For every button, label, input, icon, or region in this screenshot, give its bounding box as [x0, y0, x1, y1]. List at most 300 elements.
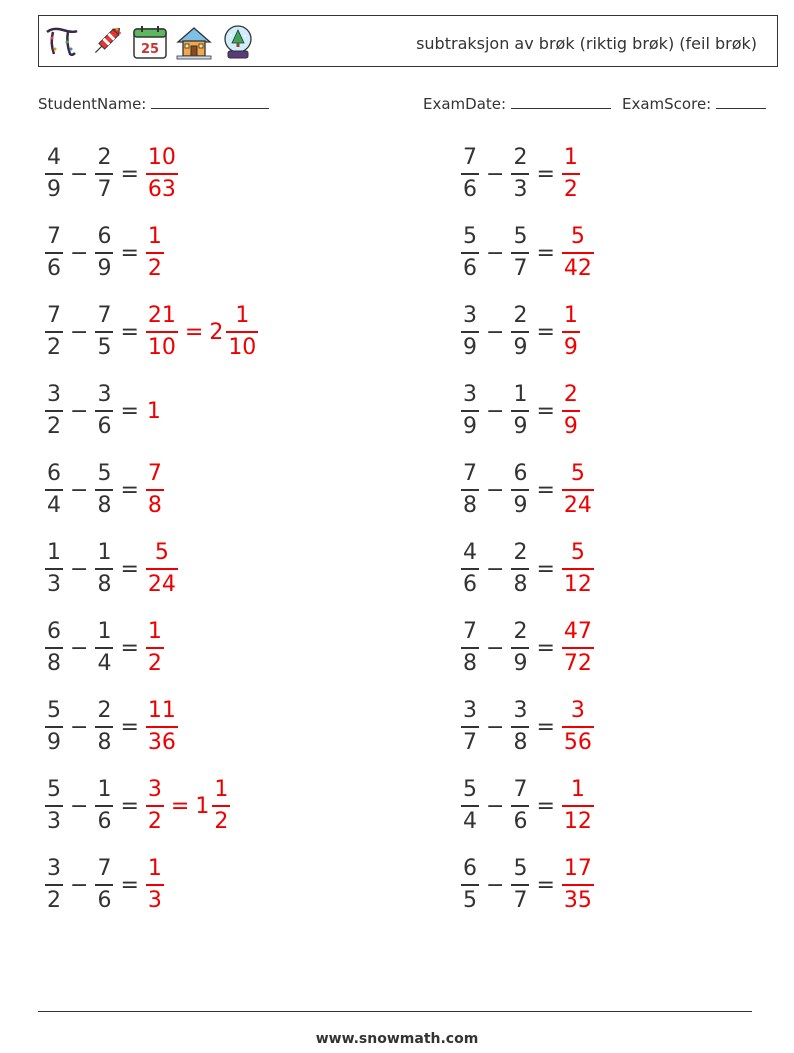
fraction-bar	[511, 805, 529, 807]
fraction	[95, 461, 113, 519]
denominator: 56	[563, 729, 592, 755]
problem-row-right	[460, 143, 581, 205]
fraction-bar	[562, 489, 594, 491]
fraction-bar	[95, 173, 113, 175]
fraction-bar	[45, 173, 63, 175]
calendar-25-icon	[131, 23, 169, 61]
fraction-bar	[95, 252, 113, 254]
fraction	[511, 698, 529, 756]
fraction-bar	[461, 647, 479, 649]
numerator: 3	[463, 303, 477, 329]
denominator: 24	[147, 571, 176, 597]
numerator: 7	[463, 461, 477, 487]
denominator: 2	[47, 413, 61, 439]
fraction-bar	[461, 489, 479, 491]
denominator: 5	[97, 334, 112, 360]
footer-url: www.snowmath.com	[315, 1031, 479, 1047]
numerator: 3	[570, 698, 585, 724]
fraction	[461, 698, 479, 756]
equals-sign: =	[536, 556, 555, 582]
fraction	[95, 540, 113, 598]
fraction-bar	[45, 252, 63, 254]
problem-row-left	[44, 222, 165, 284]
fraction	[511, 382, 529, 440]
numerator: 47	[563, 619, 592, 645]
fraction-bar	[95, 805, 113, 807]
numerator: 2	[97, 698, 112, 724]
minus-sign: −	[70, 319, 89, 345]
numerator: 5	[570, 540, 585, 566]
fraction	[45, 540, 63, 598]
denominator: 8	[463, 650, 477, 676]
minus-sign: −	[486, 477, 505, 503]
fraction-bar	[461, 568, 479, 570]
fraction	[45, 461, 63, 519]
numerator: 5	[47, 777, 61, 803]
answer-fraction	[562, 619, 594, 677]
problem-row-right	[460, 380, 581, 442]
fraction	[95, 145, 113, 203]
fraction-bar	[45, 647, 63, 649]
numerator: 3	[47, 382, 61, 408]
problem-row-right	[460, 617, 595, 679]
denominator: 7	[463, 729, 477, 755]
denominator: 8	[97, 492, 112, 518]
answer-fraction	[562, 145, 580, 203]
fraction-bar	[95, 647, 113, 649]
numerator: 1	[214, 777, 229, 803]
denominator: 9	[463, 413, 477, 439]
equals-sign: =	[536, 793, 555, 819]
denominator: 8	[513, 729, 528, 755]
answer-fraction	[146, 777, 164, 835]
fraction-bar	[461, 331, 479, 333]
fraction-bar	[562, 805, 594, 807]
numerator: 1	[563, 145, 578, 171]
problem-row-left	[44, 854, 165, 916]
snowy-house-icon	[175, 23, 213, 61]
problem-row-left	[44, 775, 231, 837]
denominator: 9	[47, 176, 61, 202]
minus-sign: −	[486, 240, 505, 266]
fraction-bar	[146, 884, 164, 886]
fraction-bar	[511, 726, 529, 728]
denominator: 3	[513, 176, 528, 202]
fraction-bar	[146, 489, 164, 491]
numerator: 1	[235, 303, 250, 329]
denominator: 6	[463, 255, 477, 281]
denominator: 2	[214, 808, 229, 834]
answer-fraction	[562, 224, 594, 282]
problem-row-right	[460, 775, 595, 837]
numerator: 1	[513, 382, 528, 408]
fraction-bar	[461, 173, 479, 175]
minus-sign: −	[486, 635, 505, 661]
numerator: 7	[97, 303, 112, 329]
denominator: 6	[463, 571, 477, 597]
equals-sign: =	[536, 635, 555, 661]
snow-globe-icon	[219, 23, 257, 61]
denominator: 6	[97, 413, 112, 439]
fraction	[511, 461, 529, 519]
denominator: 3	[147, 887, 162, 913]
pi-icon	[43, 23, 81, 61]
fraction	[45, 382, 63, 440]
fraction-bar	[562, 252, 594, 254]
fraction-bar	[45, 568, 63, 570]
denominator: 7	[513, 255, 528, 281]
fraction-bar	[461, 805, 479, 807]
denominator: 4	[97, 650, 112, 676]
answer-fraction	[146, 856, 164, 914]
numerator: 2	[97, 145, 112, 171]
exam-score-label: ExamScore:	[622, 95, 712, 113]
denominator: 6	[97, 808, 112, 834]
numerator: 3	[47, 856, 61, 882]
numerator: 7	[463, 145, 477, 171]
numerator: 1	[97, 540, 112, 566]
fraction	[95, 777, 113, 835]
mixed-whole-part: 2	[209, 319, 224, 345]
fraction	[511, 856, 529, 914]
equals-sign: =	[536, 714, 555, 740]
numerator: 5	[463, 224, 477, 250]
fraction	[45, 145, 63, 203]
denominator: 10	[228, 334, 257, 360]
fraction-bar	[45, 805, 63, 807]
fraction	[461, 856, 479, 914]
numerator: 4	[463, 540, 477, 566]
equals-sign: =	[120, 635, 139, 661]
fraction	[95, 619, 113, 677]
fraction-bar	[511, 489, 529, 491]
fraction-bar	[511, 647, 529, 649]
svg-text:25: 25	[140, 42, 160, 57]
answer-fraction	[562, 382, 580, 440]
minus-sign: −	[70, 872, 89, 898]
minus-sign: −	[70, 477, 89, 503]
numerator: 11	[147, 698, 176, 724]
denominator: 9	[563, 413, 578, 439]
equals-sign: =	[120, 872, 139, 898]
equals-sign: =	[120, 793, 139, 819]
fraction-bar	[461, 726, 479, 728]
mixed-equals-sign: =	[184, 319, 204, 345]
fraction	[45, 777, 63, 835]
equals-sign: =	[120, 319, 139, 345]
fraction	[45, 698, 63, 756]
fraction-bar	[95, 331, 113, 333]
firework-rocket-icon	[87, 23, 125, 61]
fraction	[95, 303, 113, 361]
numerator: 2	[513, 303, 528, 329]
numerator: 3	[513, 698, 528, 724]
student-name-line	[38, 94, 269, 113]
denominator: 8	[147, 492, 162, 518]
answer-whole-number: 1	[146, 398, 161, 424]
fraction	[461, 461, 479, 519]
denominator: 8	[47, 650, 61, 676]
denominator: 9	[513, 492, 528, 518]
numerator: 1	[97, 619, 112, 645]
denominator: 9	[563, 334, 578, 360]
fraction-bar	[146, 568, 178, 570]
fraction-bar	[95, 410, 113, 412]
equals-sign: =	[120, 161, 139, 187]
numerator: 7	[97, 856, 112, 882]
fraction-bar	[562, 884, 594, 886]
fraction	[45, 303, 63, 361]
fraction-bar	[95, 726, 113, 728]
minus-sign: −	[70, 161, 89, 187]
problem-row-right	[460, 459, 595, 521]
answer-fraction	[226, 303, 258, 361]
minus-sign: −	[70, 398, 89, 424]
problem-row-right	[460, 854, 595, 916]
denominator: 5	[463, 887, 477, 913]
minus-sign: −	[486, 398, 505, 424]
minus-sign: −	[486, 161, 505, 187]
numerator: 2	[513, 540, 528, 566]
fraction	[95, 224, 113, 282]
numerator: 2	[513, 619, 528, 645]
problem-row-left	[44, 696, 179, 758]
denominator: 2	[147, 650, 162, 676]
denominator: 2	[47, 887, 61, 913]
answer-fraction	[562, 540, 594, 598]
denominator: 42	[563, 255, 592, 281]
minus-sign: −	[70, 793, 89, 819]
numerator: 6	[513, 461, 528, 487]
numerator: 5	[154, 540, 169, 566]
fraction	[511, 619, 529, 677]
fraction-bar	[562, 331, 580, 333]
fraction-bar	[562, 410, 580, 412]
fraction-bar	[212, 805, 230, 807]
denominator: 7	[513, 887, 528, 913]
fraction-bar	[45, 726, 63, 728]
answer-fraction	[146, 224, 164, 282]
numerator: 1	[97, 777, 112, 803]
fraction	[45, 856, 63, 914]
fraction	[45, 619, 63, 677]
numerator: 5	[97, 461, 112, 487]
answer-fraction	[146, 619, 164, 677]
numerator: 1	[570, 777, 585, 803]
fraction	[95, 698, 113, 756]
minus-sign: −	[486, 793, 505, 819]
worksheet-header	[38, 15, 778, 67]
denominator: 2	[147, 808, 162, 834]
denominator: 6	[513, 808, 528, 834]
fraction-bar	[511, 884, 529, 886]
fraction	[461, 224, 479, 282]
fraction-bar	[461, 884, 479, 886]
fraction-bar	[511, 252, 529, 254]
minus-sign: −	[486, 872, 505, 898]
denominator: 9	[513, 334, 528, 360]
equals-sign: =	[536, 477, 555, 503]
fraction-bar	[45, 489, 63, 491]
numerator: 1	[563, 303, 578, 329]
numerator: 17	[563, 856, 592, 882]
minus-sign: −	[486, 556, 505, 582]
minus-sign: −	[70, 635, 89, 661]
equals-sign: =	[536, 872, 555, 898]
fraction-bar	[511, 173, 529, 175]
problem-row-right	[460, 301, 581, 363]
numerator: 7	[513, 777, 528, 803]
denominator: 8	[97, 571, 112, 597]
fraction-bar	[146, 647, 164, 649]
numerator: 7	[47, 224, 61, 250]
problem-row-right	[460, 538, 595, 600]
fraction-bar	[95, 884, 113, 886]
denominator: 35	[563, 887, 592, 913]
student-name-blank[interactable]	[151, 94, 269, 109]
numerator: 2	[513, 145, 528, 171]
fraction-bar	[95, 568, 113, 570]
problem-row-left	[44, 143, 179, 205]
fraction	[461, 540, 479, 598]
mixed-equals-sign: =	[170, 793, 190, 819]
numerator: 3	[463, 698, 477, 724]
answer-fraction	[562, 698, 594, 756]
footer-divider	[38, 1011, 752, 1012]
equals-sign: =	[120, 714, 139, 740]
answer-fraction	[562, 856, 594, 914]
denominator: 4	[47, 492, 61, 518]
numerator: 7	[147, 461, 162, 487]
equals-sign: =	[120, 556, 139, 582]
problem-row-left	[44, 459, 165, 521]
numerator: 1	[147, 619, 162, 645]
numerator: 3	[97, 382, 112, 408]
numerator: 6	[463, 856, 477, 882]
numerator: 6	[47, 619, 61, 645]
denominator: 12	[563, 808, 592, 834]
numerator: 5	[570, 461, 585, 487]
equals-sign: =	[120, 240, 139, 266]
exam-score-blank[interactable]	[716, 94, 766, 109]
numerator: 10	[147, 145, 176, 171]
denominator: 63	[147, 176, 176, 202]
fraction-bar	[461, 252, 479, 254]
numerator: 1	[147, 856, 162, 882]
equals-sign: =	[120, 477, 139, 503]
fraction-bar	[511, 568, 529, 570]
student-name-label: StudentName:	[38, 95, 147, 113]
denominator: 2	[563, 176, 578, 202]
denominator: 10	[147, 334, 176, 360]
minus-sign: −	[70, 556, 89, 582]
minus-sign: −	[70, 240, 89, 266]
fraction-bar	[146, 252, 164, 254]
exam-date-blank[interactable]	[511, 94, 611, 109]
denominator: 9	[97, 255, 112, 281]
denominator: 12	[563, 571, 592, 597]
numerator: 3	[147, 777, 162, 803]
problem-row-left	[44, 380, 161, 442]
fraction-bar	[511, 410, 529, 412]
equals-sign: =	[536, 319, 555, 345]
fraction	[461, 303, 479, 361]
fraction-bar	[146, 331, 178, 333]
worksheet-title: subtraksjon av brøk (riktig brøk) (feil brøk)	[416, 34, 757, 53]
fraction-bar	[45, 410, 63, 412]
numerator: 2	[563, 382, 578, 408]
problem-row-left	[44, 301, 259, 363]
fraction	[511, 145, 529, 203]
denominator: 36	[147, 729, 176, 755]
answer-fraction	[562, 461, 594, 519]
denominator: 72	[563, 650, 592, 676]
equals-sign: =	[536, 240, 555, 266]
answer-fraction	[212, 777, 230, 835]
fraction-bar	[146, 173, 178, 175]
answer-fraction	[562, 777, 594, 835]
denominator: 8	[463, 492, 477, 518]
fraction-bar	[45, 331, 63, 333]
exam-date-line	[423, 94, 611, 113]
denominator: 6	[47, 255, 61, 281]
numerator: 21	[147, 303, 176, 329]
numerator: 5	[463, 777, 477, 803]
answer-fraction	[146, 698, 178, 756]
denominator: 6	[463, 176, 477, 202]
numerator: 5	[47, 698, 61, 724]
fraction-bar	[461, 410, 479, 412]
problem-row-left	[44, 617, 165, 679]
denominator: 4	[463, 808, 477, 834]
fraction-bar	[562, 173, 580, 175]
fraction	[511, 224, 529, 282]
fraction	[511, 540, 529, 598]
fraction-bar	[146, 805, 164, 807]
denominator: 9	[47, 729, 61, 755]
mixed-whole-part: 1	[195, 793, 210, 819]
denominator: 9	[513, 650, 528, 676]
denominator: 3	[47, 808, 61, 834]
fraction-bar	[226, 331, 258, 333]
numerator: 1	[147, 224, 162, 250]
numerator: 1	[47, 540, 61, 566]
fraction-bar	[562, 726, 594, 728]
denominator: 2	[47, 334, 61, 360]
equals-sign: =	[536, 398, 555, 424]
numerator: 5	[513, 856, 528, 882]
fraction	[461, 619, 479, 677]
denominator: 7	[97, 176, 112, 202]
fraction	[45, 224, 63, 282]
header-icons	[43, 20, 257, 64]
numerator: 7	[463, 619, 477, 645]
equals-sign: =	[120, 398, 139, 424]
problem-row-right	[460, 696, 595, 758]
numerator: 4	[47, 145, 61, 171]
fraction-bar	[45, 884, 63, 886]
problem-row-left	[44, 538, 179, 600]
answer-fraction	[562, 303, 580, 361]
fraction	[461, 382, 479, 440]
fraction-bar	[146, 726, 178, 728]
denominator: 9	[513, 413, 528, 439]
fraction	[461, 777, 479, 835]
denominator: 9	[463, 334, 477, 360]
numerator: 6	[97, 224, 112, 250]
numerator: 5	[513, 224, 528, 250]
answer-fraction	[146, 540, 178, 598]
